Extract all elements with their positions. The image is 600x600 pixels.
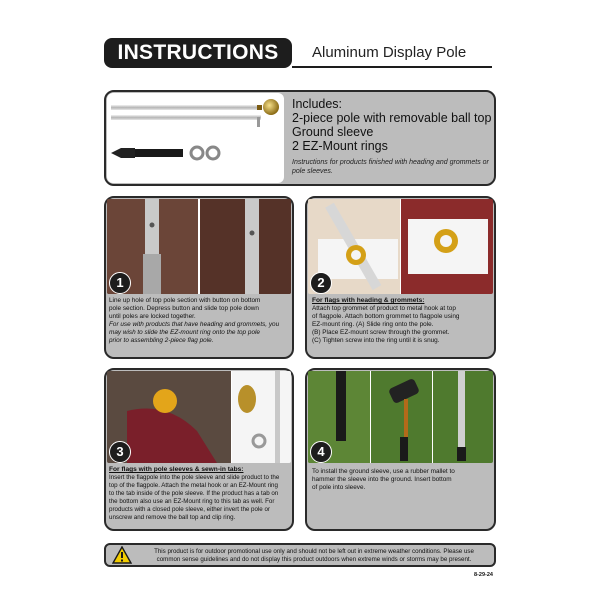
includes-photo (107, 93, 284, 183)
step-number: 3 (109, 441, 131, 463)
step-line: the bottom also use an EZ-Mount ring to this tab as well. For (109, 498, 275, 505)
step-2-photo (308, 199, 493, 294)
step-line: (C) Tighten screw into the ring until it is snug. (312, 337, 440, 344)
warning-triangle-icon (112, 546, 132, 564)
step-note-line: prior to assembling 2-piece flag pole. (109, 337, 214, 344)
ez-mount-ring-icon (207, 147, 219, 159)
step-4-text (312, 468, 494, 492)
step-note-line: may wish to slide the EZ-mount ring onto the top pole (109, 329, 260, 336)
step-2-text (312, 297, 492, 345)
step-4-photo (308, 371, 493, 463)
step-line: products with a closed pole sleeve, either invert the pole or (109, 506, 270, 513)
step-line: unscrew and remove the ball top and clip ring. (109, 514, 236, 521)
step-3-text (109, 466, 291, 522)
pole-top-section (111, 105, 257, 110)
step-line: to the tab inside of the pole sleeve. If the product has a tab on (109, 490, 279, 497)
step-number: 2 (310, 272, 332, 294)
warning-line: This product is for outdoor promotional use only and should not be left out in extreme weather conditions. Please use (154, 548, 474, 555)
step-line: pole section. Depress button and slide top pole down (109, 305, 259, 312)
step-heading: For flags with heading & grommets: (312, 297, 425, 304)
step-line: hammer the sleeve into the ground. Insert bottom (312, 476, 452, 483)
pole-bottom-section (111, 115, 261, 120)
step-line: of flagpole. Attach bottom grommet to flagpole using (312, 313, 460, 320)
step-number: 4 (310, 441, 332, 463)
step-line: Line up hole of top pole section with button on bottom (109, 297, 261, 304)
step-line: EZ-mount ring. (A) Slide ring onto the pole. (312, 321, 434, 328)
pole-kit-illustration (107, 93, 284, 183)
step-line: Attach top grommet of product to metal hook at top (312, 305, 456, 312)
warning-text (138, 548, 490, 564)
step-line: top of the flagpole. Attach the metal hook or an EZ-Mount ring (109, 482, 278, 489)
includes-item: 2 EZ-Mount rings (292, 139, 388, 153)
instructions-title: INSTRUCTIONS (104, 38, 292, 68)
warning-line: common sense guidelines and do not display this product outdoors when extreme winds or storms may be present. (156, 556, 472, 563)
includes-item: Ground sleeve (292, 125, 374, 139)
step-line: Insert the flagpole into the pole sleeve and slide product to the (109, 474, 280, 481)
step-line: until poles are locked together. (109, 313, 196, 320)
ball-top-icon (263, 99, 279, 115)
step-1-text (109, 297, 289, 345)
ez-mount-ring-icon (191, 147, 203, 159)
ground-sleeve-icon (111, 148, 135, 158)
step-note-line: For use with products that have heading and grommets, you (109, 321, 280, 328)
includes-title: Includes: (292, 97, 343, 111)
step-1-photo (107, 199, 291, 294)
includes-item: 2-piece pole with removable ball top (292, 111, 492, 125)
step-3-photo (107, 371, 291, 463)
includes-note: Instructions for products finished with heading and grommets or pole sleeves. (292, 159, 489, 175)
step-number: 1 (109, 272, 131, 294)
step-line: of pole into sleeve. (312, 484, 366, 491)
header-rule (292, 66, 492, 68)
product-subtitle: Aluminum Display Pole (312, 44, 467, 61)
step-line: To install the ground sleeve, use a rubber mallet to (312, 468, 455, 475)
step-line: (B) Place EZ-mount screw through the grommet. (312, 329, 450, 336)
step-heading: For flags with pole sleeves & sewn-in tabs: (109, 466, 244, 473)
revision-date: 8-29-24 (474, 572, 493, 578)
